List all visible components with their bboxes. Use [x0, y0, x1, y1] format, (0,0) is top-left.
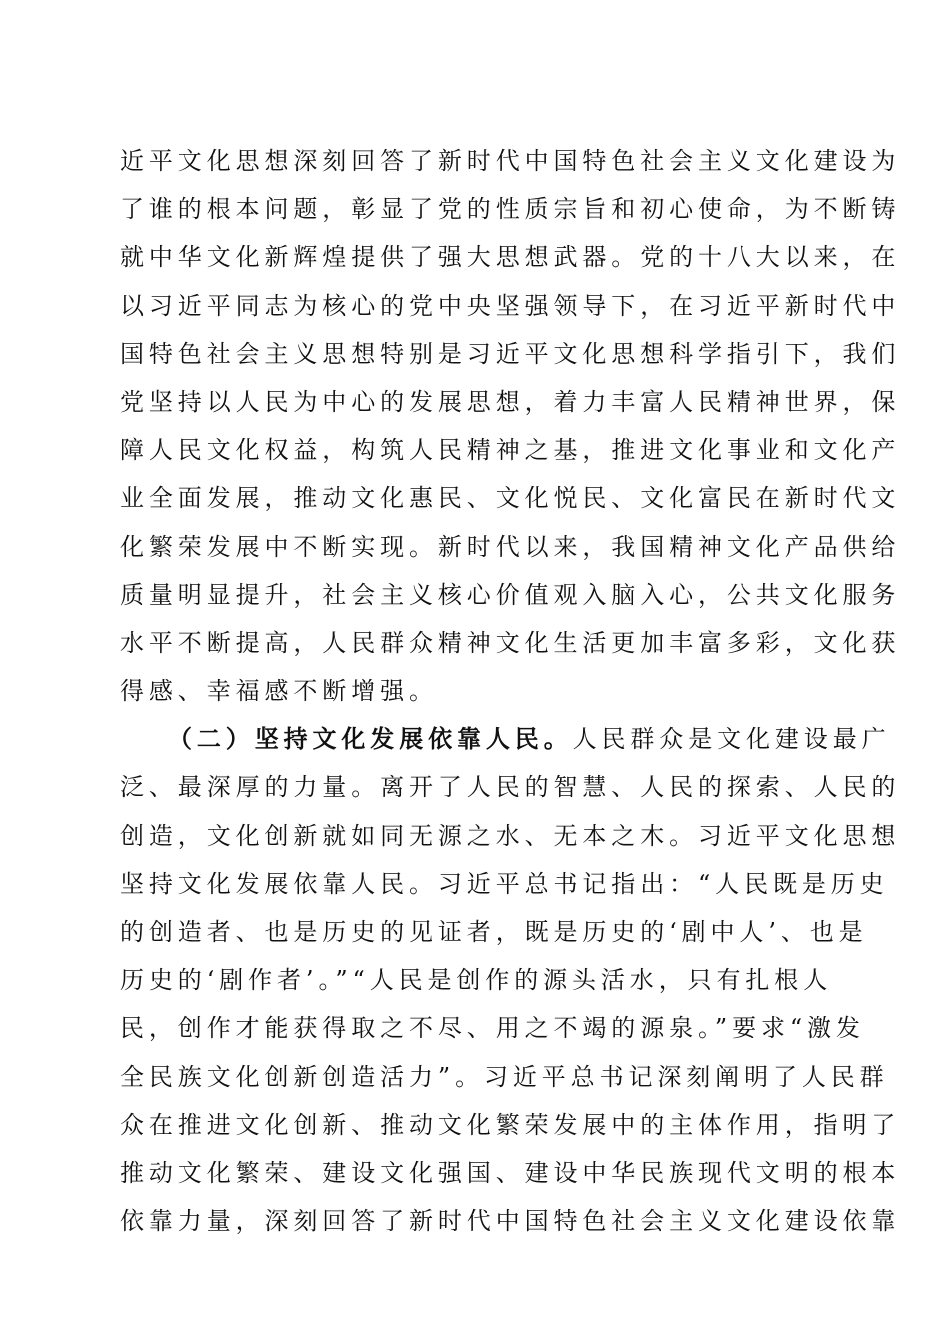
text-line: 全民族文化创新创造活力”。习近平总书记深刻阐明了人民群 [120, 1062, 889, 1091]
text-line: 党坚持以人民为中心的发展思想，着力丰富人民精神世界，保 [120, 387, 901, 416]
paragraph-2 [120, 715, 901, 1245]
body-text [120, 137, 901, 1245]
text-line: 国特色社会主义思想特别是习近平文化思想科学指引下，我们 [120, 339, 901, 368]
section-heading: （二）坚持文化发展依靠人民。 [168, 724, 573, 754]
text-line: 质量明显提升，社会主义核心价值观入脑入心，公共文化服务 [120, 580, 901, 609]
text-line: 众在推进文化创新、推动文化繁荣发展中的主体作用，指明了 [120, 1110, 901, 1139]
text-line: 近平文化思想深刻回答了新时代中国特色社会主义文化建设为 [120, 147, 901, 175]
text-line: 依靠力量，深刻回答了新时代中国特色社会主义文化建设依靠 [120, 1207, 901, 1236]
text-line: 创造，文化创新就如同无源之水、无本之木。习近平文化思想 [120, 821, 901, 850]
text-line: 泛、最深厚的力量。离开了人民的智慧、人民的探索、人民的 [120, 773, 901, 802]
text-line: 民，创作才能获得取之不尽、用之不竭的源泉。”要求“激发 [120, 1014, 865, 1043]
text-line: 以习近平同志为核心的党中央坚强领导下，在习近平新时代中 [120, 291, 901, 320]
text-line: 坚持文化发展依靠人民。习近平总书记指出：“人民既是历史 [120, 869, 889, 898]
section-heading-line [120, 715, 891, 763]
text-line: 障人民文化权益，构筑人民精神之基，推进文化事业和文化产 [120, 436, 901, 465]
text-line: 得感、幸福感不断增强。 [120, 677, 438, 706]
text-line: 业全面发展，推动文化惠民、文化悦民、文化富民在新时代文 [120, 484, 901, 513]
heading-line-rest: 人民群众是文化建设最广 [572, 725, 891, 754]
text-line: 了谁的根本问题，彰显了党的性质宗旨和初心使命，为不断铸 [120, 195, 901, 224]
text-line: 水平不断提高，人民群众精神文化生活更加丰富多彩，文化获 [120, 628, 901, 657]
text-line: 就中华文化新辉煌提供了强大思想武器。党的十八大以来，在 [120, 243, 901, 272]
text-line: 推动文化繁荣、建设文化强国、建设中华民族现代文明的根本 [120, 1158, 901, 1187]
text-line: 化繁荣发展中不断实现。新时代以来，我国精神文化产品供给 [120, 532, 901, 561]
text-line: 历史的‘剧作者’。”“人民是创作的源头活水，只有扎根人 [120, 966, 833, 995]
text-line: 的创造者、也是历史的见证者，既是历史的‘剧中人’、也是 [120, 918, 868, 946]
paragraph-1 [120, 137, 901, 715]
